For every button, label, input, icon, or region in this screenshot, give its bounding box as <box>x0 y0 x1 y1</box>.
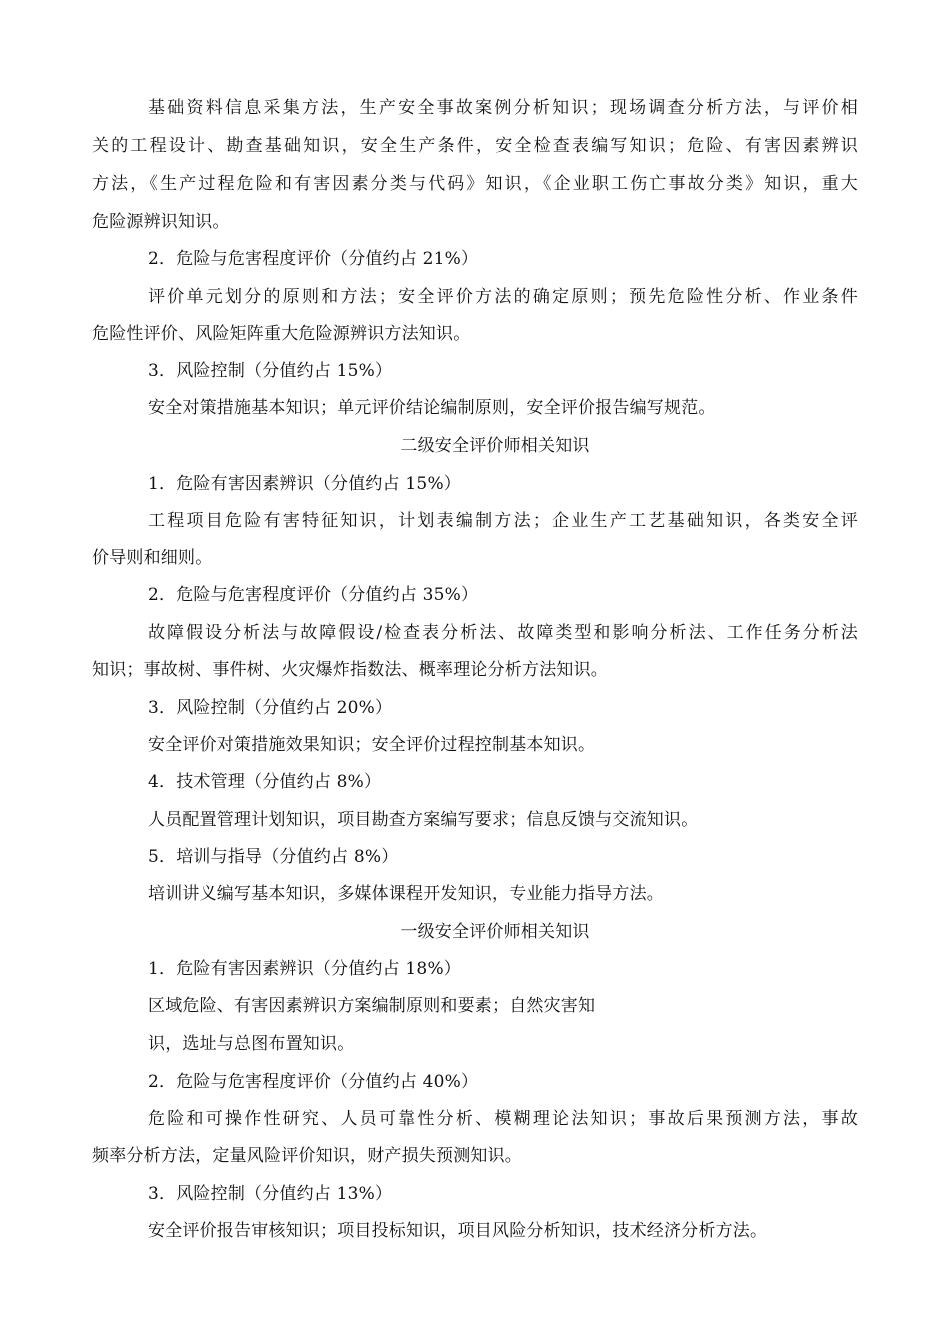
paragraph-line: 危险和可操作性研究、人员可靠性分析、模糊理论法知识；事故后果预测方法，事故 <box>148 1109 858 1129</box>
section-heading: 1．危险有害因素辨识（分值约占 18%） <box>148 959 462 979</box>
paragraph-line: 基础资料信息采集方法，生产安全事故案例分析知识；现场调查分析方法，与评价相 <box>148 98 858 118</box>
paragraph-line: 人员配置管理计划知识，项目勘查方案编写要求；信息反馈与交流知识。 <box>148 810 699 830</box>
section-heading: 3．风险控制（分值约占 15%） <box>148 361 393 381</box>
section-heading: 2．危险与危害程度评价（分值约占 35%） <box>148 585 479 605</box>
section-heading: 1．危险有害因素辨识（分值约占 15%） <box>148 474 462 494</box>
paragraph-line: 价导则和细则。 <box>92 548 213 568</box>
paragraph-line: 工程项目危险有害特征知识，计划表编制方法；企业生产工艺基础知识，各类安全评 <box>148 511 858 531</box>
paragraph-line: 识，选址与总图布置知识。 <box>148 1034 355 1054</box>
paragraph-line: 方法，《生产过程危险和有害因素分类与代码》知识，《企业职工伤亡事故分类》知识，重大 <box>92 174 858 194</box>
paragraph-line: 危险性评价、风险矩阵重大危险源辨识方法知识。 <box>92 324 471 344</box>
paragraph-line: 安全评价对策措施效果知识；安全评价过程控制基本知识。 <box>148 735 596 755</box>
section-heading: 3．风险控制（分值约占 20%） <box>148 698 393 718</box>
paragraph-line: 评价单元划分的原则和方法；安全评价方法的确定原则；预先危险性分析、作业条件 <box>148 287 858 307</box>
paragraph-line: 安全对策措施基本知识；单元评价结论编制原则，安全评价报告编写规范。 <box>148 398 716 418</box>
level-title: 二级安全评价师相关知识 <box>400 436 590 456</box>
paragraph-line: 关的工程设计、勘查基础知识，安全生产条件，安全检查表编写知识；危险、有害因素辨识 <box>92 136 858 156</box>
paragraph-line: 培训讲义编写基本知识，多媒体课程开发知识，专业能力指导方法。 <box>148 884 664 904</box>
section-heading: 2．危险与危害程度评价（分值约占 21%） <box>148 249 479 269</box>
paragraph-line: 危险源辨识知识。 <box>92 212 230 232</box>
section-heading: 3．风险控制（分值约占 13%） <box>148 1184 393 1204</box>
paragraph-line: 故障假设分析法与故障假设/检查表分析法、故障类型和影响分析法、工作任务分析法 <box>148 623 858 643</box>
paragraph-line: 频率分析方法，定量风险评价知识，财产损失预测知识。 <box>92 1146 522 1166</box>
section-heading: 2．危险与危害程度评价（分值约占 40%） <box>148 1072 479 1092</box>
paragraph-line: 知识；事故树、事件树、火灾爆炸指数法、概率理论分析方法知识。 <box>92 660 608 680</box>
paragraph-line: 安全评价报告审核知识；项目投标知识，项目风险分析知识，技术经济分析方法。 <box>148 1221 768 1241</box>
section-heading: 5．培训与指导（分值约占 8%） <box>148 847 399 867</box>
section-heading: 4．技术管理（分值约占 8%） <box>148 772 382 792</box>
paragraph-line: 区域危险、有害因素辨识方案编制原则和要素；自然灾害知 <box>148 996 596 1016</box>
level-title: 一级安全评价师相关知识 <box>400 922 590 942</box>
